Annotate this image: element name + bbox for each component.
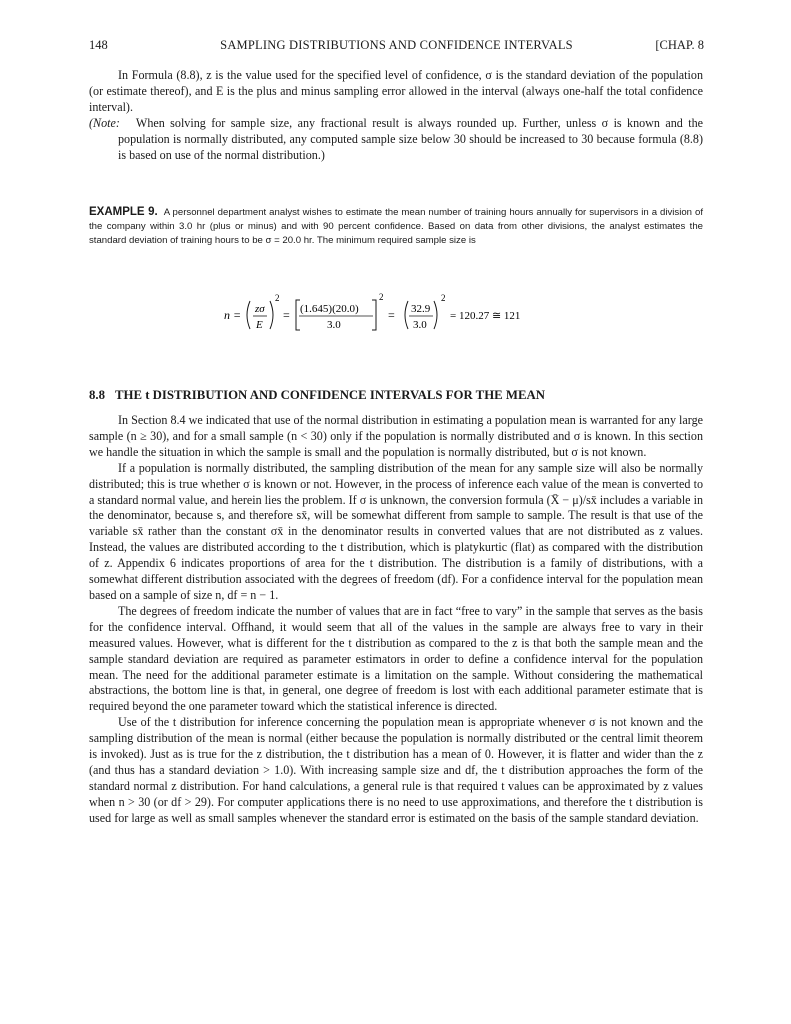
example-text: A personnel department analyst wishes to estimate the mean number of training hours annually for supervisors in a division of the company within 3.0 hr (plus or minus) and with 90 percent confidence. Based on data from other divisions, the analyst estimates the standard deviation of training hours to be σ = 20.0 hr. The minimum required sample size is [89, 207, 703, 246]
frac1-den: E [256, 319, 263, 331]
paren-left-1 [247, 301, 250, 329]
eq-2: = [388, 308, 395, 322]
frac3-den: 3.0 [413, 319, 427, 331]
section-number: 8.8 [89, 388, 105, 402]
eq-1: = [283, 308, 290, 322]
section-title: THE t DISTRIBUTION AND CONFIDENCE INTERVALS FOR THE MEAN [115, 388, 545, 402]
section-paragraph-4: Use of the t distribution for inference concerning the population mean is appropriate whenever σ is not known and the sampling distribution of the mean is normal (either because the population is normally distributed or the central limit theorem is invoked). Just as is true for the z distribution, the t distribution has a mean of 0. However, it is flatter and wider than the z (and thus has a standard deviation > 1.0). With increasing sample size and df, the t distribution approaches the form of the standard normal z distribution. For hand calculations, a general rule is that required t values can be approximated by z values when n > 30 (or df > 29). For computer applications there is no need to use approximations, and therefore the t distribution is used for large as well as small samples whenever the standard error is estimated on the basis of the sample standard deviation. [89, 715, 703, 825]
intro-paragraph: In Formula (8.8), z is the value used for the specified level of confidence, σ is the standard deviation of the population (or estimate thereof), and E is the plus and minus sampling error allowed in the interval (always one-half the total confidence interval). [89, 68, 703, 114]
frac2-den: 3.0 [327, 319, 341, 331]
chapter-label: [CHAP. 8 [655, 38, 704, 52]
section-heading [89, 388, 545, 403]
intro-block [89, 68, 703, 163]
example-label: EXAMPLE 9. [89, 206, 158, 218]
frac3-num: 32.9 [411, 303, 431, 315]
running-title: SAMPLING DISTRIBUTIONS AND CONFIDENCE INTERVALS [220, 38, 573, 52]
note-label: (Note: [89, 115, 120, 130]
exponent-2: 2 [379, 292, 384, 302]
formula-lhs: n = [224, 308, 242, 322]
paren-left-3 [405, 301, 408, 329]
exponent-1: 2 [275, 293, 280, 303]
page-number: 148 [89, 38, 108, 52]
note-text: When solving for sample size, any fractional result is always rounded up. Further, unless σ is known and the population is normally distributed, any computed sample size below 30 should be increased to 30 because formula (8.8) is based on use of the normal distribution.) [118, 115, 703, 162]
intro-note [89, 116, 703, 164]
section-paragraph-1: In Section 8.4 we indicated that use of the normal distribution in estimating a population mean is warranted for any large sample (n ≥ 30), and for a small sample (n < 30) only if the population is normally distributed and σ is known. In this section we handle the situation in which the sample is small and the population is normally distributed, but σ is not known. [89, 413, 703, 459]
running-header [89, 38, 704, 56]
bracket-right [372, 300, 376, 330]
frac1-num: zσ [255, 303, 265, 315]
section-paragraph-3: The degrees of freedom indicate the number of values that are in fact “free to vary” in the sample that serves as the basis for the confidence interval. Offhand, it would seem that all of the values in the sample are always free to vary in their measured values. However, what is different for the t distribution as compared to the z is that both the sample mean and the sample standard deviation are required as parameter estimators in order to define a confidence interval for the population mean. The need for the additional parameter estimate is a limitation on the sample. Without considering the mathematical abstractions, the bottom line is that, in general, one degree of freedom is lost with each additional parameter estimate that is required beyond the one parameter toward which the statistical inference is directed. [89, 603, 703, 714]
frac2-num: (1.645)(20.0) [300, 303, 359, 315]
formula-result: = 120.27 ≅ 121 [450, 310, 521, 322]
sample-size-formula [0, 288, 791, 342]
example-9 [89, 205, 703, 248]
paren-right-1 [270, 301, 273, 329]
paren-right-3 [434, 301, 437, 329]
section-paragraph-2: If a population is normally distributed, the sampling distribution of the mean for any sample size will also be normally distributed; this is true whether σ is known or not. However, in the process of inference each value of the mean is converted to a standard normal value, and herein lies the problem. If σ is unknown, the conversion formula (X̄ − μ)/sx̄ includes a variable in the denominator, because s, and therefore sx̄, will be somewhat different from sample to sample. The result is that use of the variable sx̄ rather than the constant σx̄ in the denominator results in converted values that are not distributed as z values. Instead, the values are distributed according to the t distribution, which is platykurtic (flat) as compared with the distribution of z. Appendix 6 indicates proportions of area for the t distribution. The distribution is a family of distributions, with a somewhat different distribution associated with the degrees of freedom (df). For a confidence interval for the population mean based on a sample of size n, df = n − 1. [89, 460, 703, 602]
section-body [89, 413, 703, 827]
exponent-3: 2 [441, 293, 446, 303]
